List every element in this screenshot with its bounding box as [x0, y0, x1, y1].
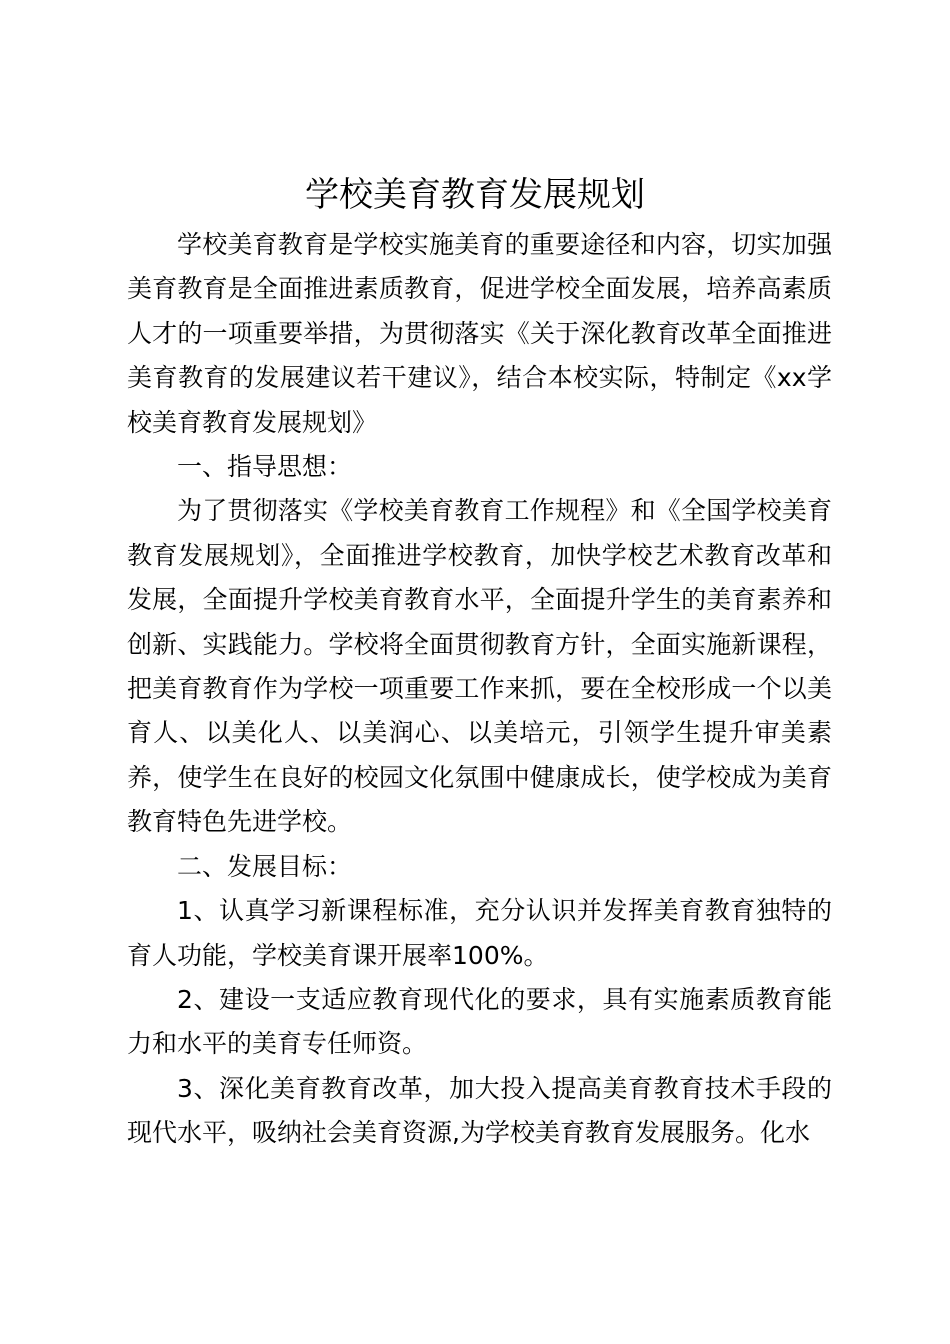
goal-item-3: 3、深化美育教育改革，加大投入提高美育教育技术手段的现代水平，吸纳社会美育资源,为学校美育教育发展服务。化水: [127, 1073, 832, 1148]
document-body: [127, 223, 832, 1156]
goal-item-2: 2、建设一支适应教育现代化的要求，具有实施素质教育能力和水平的美育专任师资。: [127, 984, 832, 1059]
document-title: 学校美育教育发展规划: [305, 175, 645, 215]
goal-item-1: 1、认真学习新课程标准，充分认识并发挥美育教育独特的育人功能，学校美育课开展率100%。: [127, 896, 832, 970]
section-heading-development-goals: 二、发展目标：: [177, 851, 353, 881]
intro-paragraph: 学校美育教育是学校实施美育的重要途径和内容，切实加强美育教育是全面推进素质教育，促进学校全面发展，培养高素质人才的一项重要举措，为贯彻落实《关于深化教育改革全面推进美育教育的发展建议若干建议》，结合本校实际，特制定《xx学校美育教育发展规划》: [127, 230, 832, 437]
guiding-ideology-paragraph: 为了贯彻落实《学校美育教育工作规程》和《全国学校美育教育发展规划》，全面推进学校教育，加快学校艺术教育改革和发展，全面提升学校美育教育水平，全面提升学生的美育素养和创新、实践能力。学校将全面贯彻教育方针，全面实施新课程，把美育教育作为学校一项重要工作来抓，要在全校形成一个以美育人、以美化人、以美润心、以美培元，引领学生提升审美素养，使学生在良好的校园文化氛围中健康成长，使学校成为美育教育特色先进学校。: [127, 496, 832, 837]
section-heading-guiding-ideology: 一、指导思想：: [177, 452, 353, 482]
